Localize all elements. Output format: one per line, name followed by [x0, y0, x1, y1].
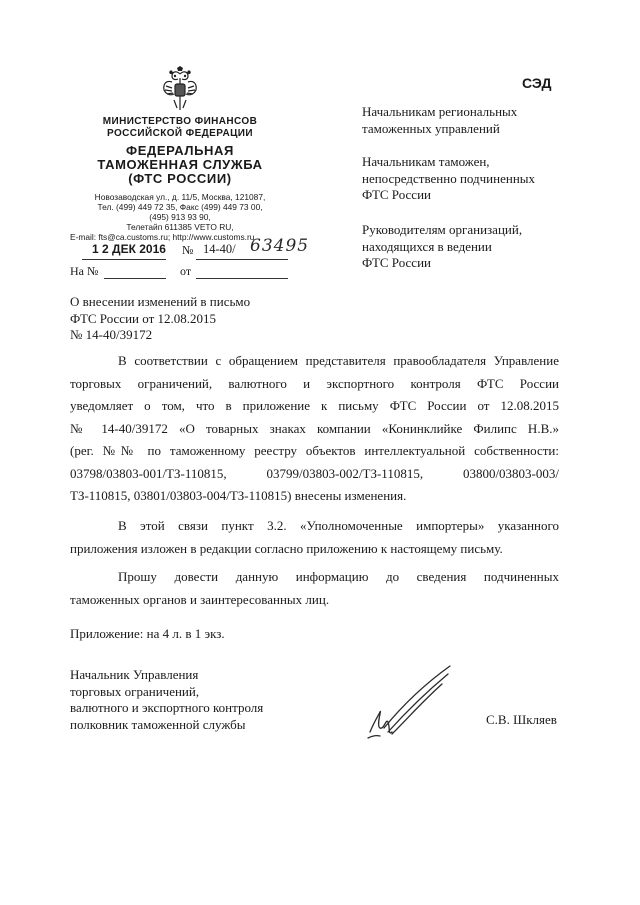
registration-date-stamp: 1 2 ДЕК 2016	[92, 242, 166, 256]
registration-number-printed: 14-40/	[203, 242, 236, 256]
address-line-4: Телетайп 611385 VETO RU,	[126, 222, 234, 232]
signatory-line-2: торговых ограничений,	[70, 683, 200, 699]
service-name	[80, 144, 280, 186]
service-line-2: ТАМОЖЕННАЯ СЛУЖБА	[97, 157, 263, 172]
address-line-5: E-mail: fts@ca.customs.ru; http://www.customs.ru	[70, 232, 255, 242]
address-line-3: (495) 913 93 90,	[149, 212, 211, 222]
signatory-line-4: полковник таможенной службы	[70, 716, 246, 732]
signatory-line-3: валютного и экспортного контроля	[70, 700, 264, 715]
body-paragraph-3	[70, 566, 559, 611]
body-p1-line: 03798/03803-001/ТЗ-110815, 03799/03803-002/ТЗ-110815, 03800/03803-003/	[70, 465, 559, 481]
subject-line-2: ФТС России от 12.08.2015	[70, 310, 217, 326]
ministry-line-2: РОССИЙСКОЙ ФЕДЕРАЦИИ	[107, 128, 253, 139]
subject-line-1: О внесении изменений в письмо	[70, 294, 251, 309]
addressee-block-3: Руководителям организаций, находящихся в ведении ФТС России	[362, 222, 523, 270]
body-paragraph-1	[70, 350, 559, 508]
number-underline	[196, 259, 288, 260]
body-p3-line: таможенных органов и заинтересованных лиц.	[70, 591, 330, 607]
addressee-block-2: Начальникам таможен, непосредственно подчиненных ФТС России	[362, 154, 536, 202]
registration-number-handwritten: 63495	[250, 236, 310, 256]
date-underline	[82, 259, 166, 260]
reference-number-label: На №	[70, 264, 99, 278]
body-p2-line: приложения изложен в редакции согласно приложению к настоящему письму.	[70, 540, 503, 556]
body-p1-line: ТЗ-110815, 03801/03803-004/ТЗ-110815) внесены изменения.	[70, 488, 407, 503]
coat-of-arms-icon	[160, 66, 200, 112]
subject-line-3: № 14-40/39172	[70, 327, 153, 342]
body-p1-line: В соответствии с обращением представителя правообладателя Управление	[118, 353, 559, 368]
address-line-1: Новозаводская ул., д. 11/5, Москва, 121087,	[94, 192, 266, 202]
body-p2-line: В этой связи пункт 3.2. «Уполномоченные импортеры» указанного	[118, 518, 559, 533]
body-p1-line: торговых ограничений, валютного и экспортного контроля ФТС России	[70, 375, 559, 391]
signatory-line-1: Начальник Управления	[70, 667, 199, 682]
body-p1-line: № 14-40/39172 «О товарных знаках компании «Конинклийке Филипс Н.В.»	[70, 420, 559, 436]
addressee-block-1: Начальникам региональных таможенных управлений	[362, 104, 518, 136]
signatory-name: С.В. Шкляев	[486, 712, 557, 727]
attachment-note: Приложение: на 4 л. в 1 экз.	[70, 626, 225, 641]
ministry-name	[80, 116, 280, 140]
service-line-3: (ФТС РОССИИ)	[128, 171, 232, 186]
registration-number-label: №	[182, 243, 194, 257]
handwritten-signature	[362, 662, 454, 746]
body-p1-line: уведомляет о том, что в приложение к письму ФТС России от 12.08.2015	[70, 398, 559, 413]
reference-number-underline	[104, 278, 166, 279]
address-line-2: Тел. (499) 449 72 35, Факс (499) 449 73 00,	[97, 202, 263, 212]
ministry-line-1: МИНИСТЕРСТВО ФИНАНСОВ	[102, 116, 258, 127]
document-marking: СЭД	[522, 75, 552, 91]
service-line-1: ФЕДЕРАЛЬНАЯ	[126, 143, 234, 158]
letter-subject	[70, 294, 290, 344]
body-paragraph-2	[70, 515, 559, 560]
body-p1-line: (рег. №№ по таможенному реестру объектов интеллектуальной собственности:	[70, 443, 559, 458]
reference-date-underline	[196, 278, 288, 279]
body-p3-line: Прошу довести данную информацию до сведения подчиненных	[118, 569, 559, 584]
reference-date-label: от	[180, 264, 192, 278]
signatory-position	[70, 667, 330, 733]
service-address	[70, 192, 290, 242]
